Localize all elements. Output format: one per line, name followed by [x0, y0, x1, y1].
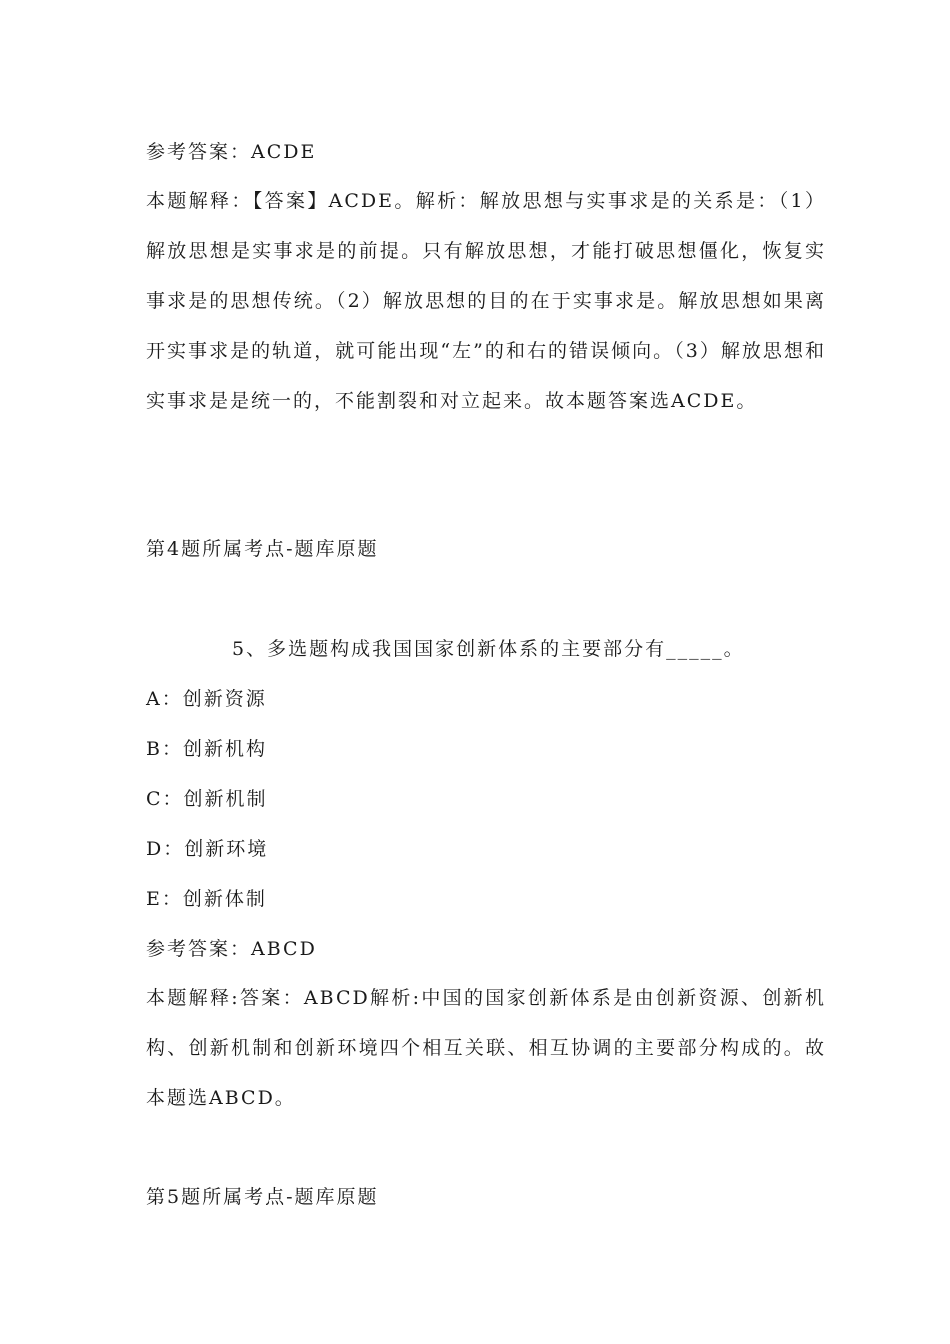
- q5-option-e: E：创新体制: [146, 888, 267, 910]
- q5-answer-line: 参考答案：ABCD: [146, 938, 317, 960]
- q5-option-a: A：创新资源: [146, 688, 267, 710]
- q5-question-title: 5、多选题构成我国国家创新体系的主要部分有_____。: [232, 638, 745, 660]
- q5-option-d: D：创新环境: [146, 838, 269, 860]
- q5-explanation: 本题解释:答案：ABCD解析:中国的国家创新体系是由创新资源、创新机构、创新机制和创新环境四个相互关联、相互协调的主要部分构成的。故本题选ABCD。: [146, 987, 826, 1109]
- q5-knowledge-point: 第5题所属考点-题库原题: [146, 1186, 379, 1208]
- q5-option-b: B：创新机构: [146, 738, 267, 760]
- q5-option-c: C：创新机制: [146, 788, 268, 810]
- q4-explanation: 本题解释：【答案】ACDE。解析：解放思想与实事求是的关系是：（1）解放思想是实事求是的前提。只有解放思想，才能打破思想僵化，恢复实事求是的思想传统。（2）解放思想的目的在于实事求是。解放思想如果离开实事求是的轨道，就可能出现“左”的和右的错误倾向。（3）解放思想和实事求是是统一的，不能割裂和对立起来。故本题答案选ACDE。: [146, 190, 826, 412]
- q4-knowledge-point: 第4题所属考点-题库原题: [146, 538, 379, 560]
- q4-answer-line: 参考答案：ACDE: [146, 141, 317, 163]
